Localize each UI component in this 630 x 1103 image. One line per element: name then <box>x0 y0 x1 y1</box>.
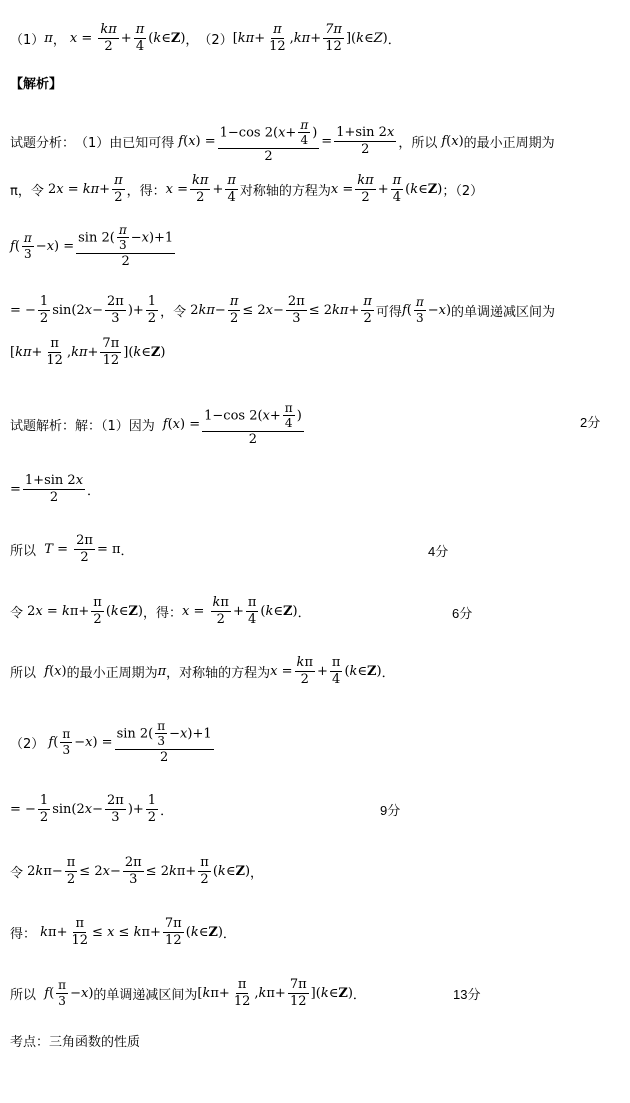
solution-line-2: = $\frac{1+\sin 2x}{2}$ ． <box>10 472 101 505</box>
frac-kpi-2: $\frac{k\pi}{2}$ <box>100 21 117 54</box>
kaodian-label: 考点：三角函数的性质 <box>10 1034 141 1050</box>
kaodian-line <box>0 1028 630 1052</box>
analysis-line-4: = − $\frac{1}{2}$ sin(2 x − $\frac{2\pi}{3}$ )+ $\frac{1}{2}$ ，令 2 kπ − $\frac{\pi}{2}$ ≤ 2 x − $\frac{2\pi}{3}$ ≤ 2 kπ + $\frac{\pi}{2}$ 可得 f ( $\frac{\pi}{3}$ − x ) 的单调递减区间为 <box>10 293 556 326</box>
score-6: 6分 <box>452 606 473 621</box>
solution-line-6: （2） f ( $\frac{\pi}{3}$ − x ) = sin 2( $\frac{\pi}{3}$ −x)+1 2 <box>10 718 212 765</box>
period-value: π <box>44 30 53 46</box>
analysis-line-3: f ( $\frac{\pi}{3}$ − x ) = sin 2( $\frac{\pi}{3}$ −x)+1 2 <box>10 222 174 269</box>
analysis-title: 试题分析： <box>10 135 76 151</box>
solution-line-10: 所以 f ( $\frac{\pi}{3}$ − x ) 的单调递减区间为 [ k π+ $\frac{\pi}{12}$ , k π+ $\frac{7\pi}{12}$ ]( k ∈ Z ) ． <box>10 976 366 1009</box>
score-4: 4分 <box>428 544 449 559</box>
analysis-text-1: （1）由已知可得 <box>75 135 175 151</box>
solution-line-4: 令 2 x = k π+ $\frac{\pi}{2}$ ( k ∈ Z ) ，得： x = $\frac{k\pi}{2}$ + $\frac{\pi}{4}$ ( k ∈ Z ) ． <box>10 594 311 627</box>
solution-line-9: 得： k π+ $\frac{\pi}{12}$ ≤ x ≤ k π+ $\frac{7\pi}{12}$ ( k ∈ Z ) ． <box>10 915 236 948</box>
score-2: 2分 <box>580 415 601 430</box>
solution-line-7: = − $\frac{1}{2}$ sin(2 x − $\frac{2\pi}{3}$ )+ $\frac{1}{2}$ ． <box>10 792 174 825</box>
solution-line-8: 令 2 k π− $\frac{\pi}{2}$ ≤ 2 x − $\frac{2\pi}{3}$ ≤ 2 k π+ $\frac{\pi}{2}$ ( k ∈ Z ) ， <box>10 854 264 887</box>
solution-line-1: 试题解析：解：（1）因为 f ( x ) = 1−cos 2(x+ $\frac{\pi}{4}$ ) 2 <box>10 400 302 447</box>
analysis-line-1: 试题分析： （1）由已知可得 f ( x ) = 1−cos 2(x+ $\frac{\pi}{4}$ ) 2 = $\frac{1+\sin 2x}{2}$ ，所以 f ( x ) 的最小正周期为 <box>10 117 555 164</box>
solution-title: 试题解析：解：（1）因为 <box>10 418 155 434</box>
jiexi-heading <box>0 70 630 94</box>
analysis-line-2: π，令 2 x = kπ + $\frac{\pi}{2}$ ，得： x = $\frac{k\pi}{2}$ + $\frac{\pi}{4}$ 对称轴的方程为 x = $\frac{k\pi}{2}$ + $\frac{\pi}{4}$ ( k ∈ Z ) ；（2） <box>10 172 484 205</box>
part1-label: （1） <box>10 32 45 48</box>
score-13: 13分 <box>453 987 481 1002</box>
solution-line-3: 所以 T = $\frac{2\pi}{2}$ = π ． <box>10 532 134 565</box>
frac-pi-4: $\frac{\pi}{4}$ <box>135 21 145 54</box>
score-9: 9分 <box>380 803 401 818</box>
answer-line: （1） π ， x = $\frac{k\pi}{2}$ + $\frac{\pi}{4}$ ( k ∈ Z ) ， （2） [ kπ + $\frac{\pi}{12}$ , kπ + $\frac{7\pi}{12}$ ]( k ∈ Z ) ． <box>10 21 401 54</box>
analysis-line-5: [ kπ + $\frac{\pi}{12}$ , kπ + $\frac{7\pi}{12}$ ]( k ∈ Z ) <box>10 335 166 368</box>
jiexi-label: 【解析】 <box>10 76 63 92</box>
solution-line-5: 所以 f ( x ) 的最小正周期为 π ，对称轴的方程为 x = $\frac{k\pi}{2}$ + $\frac{\pi}{4}$ ( k ∈ Z ) ． <box>10 654 395 687</box>
part2-label: （2） <box>198 32 233 48</box>
